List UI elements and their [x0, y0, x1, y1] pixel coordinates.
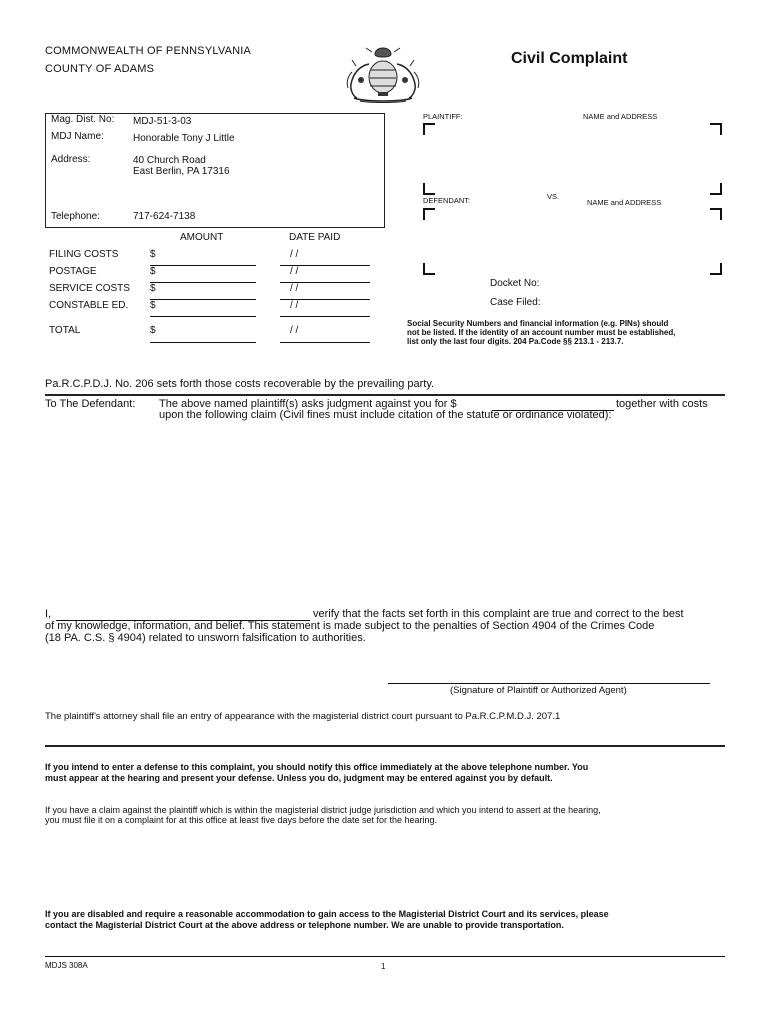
total-amount-line: [150, 342, 256, 343]
cost-amount-line: [150, 316, 256, 317]
cost-row-label: CONSTABLE ED.: [49, 300, 129, 311]
section-divider: [45, 394, 725, 396]
defendant-box-corner-bl: [423, 263, 435, 275]
mag-dist-value: MDJ-51-3-03: [133, 116, 192, 127]
plaintiff-box-corner-tl: [423, 123, 435, 135]
verify-text-line-1: verify that the facts set forth in this complaint are true and correct to the best: [313, 608, 684, 620]
cost-row-label: POSTAGE: [49, 266, 97, 277]
counterclaim-note-line-1: If you have a claim against the plaintiff which is within the magisterial district judge jurisdiction and which you intend to assert at the hearing,: [45, 805, 601, 815]
address-label: Address:: [51, 154, 91, 165]
cost-amount-line: [150, 282, 256, 283]
cost-row-label: FILING COSTS: [49, 249, 119, 260]
to-defendant-label: To The Defendant:: [45, 398, 136, 410]
counterclaim-note-line-2: you must file it on a complaint for at this office at least five days before the date set for the hearing.: [45, 815, 438, 825]
cost-row-currency: $: [150, 249, 156, 260]
cost-row-currency: $: [150, 300, 156, 311]
amount-header: AMOUNT: [180, 232, 224, 243]
disability-notice-line-2: contact the Magisterial District Court at the above address or telephone number. We are unable to provide transportation.: [45, 920, 564, 930]
cost-date-line: [280, 316, 370, 317]
defendant-box-corner-tr: [710, 208, 722, 220]
plaintiff-label: PLAINTIFF:: [423, 112, 463, 121]
header-line-1: COMMONWEALTH OF PENNSYLVANIA: [45, 45, 252, 57]
mdj-name-label: MDJ Name:: [51, 131, 104, 142]
total-currency: $: [150, 325, 156, 336]
section-divider: [45, 745, 725, 747]
cost-row-date: / /: [290, 266, 299, 277]
ssn-notice-line-2: not be listed. If the identity of an account number must be established,: [407, 328, 676, 337]
plaintiff-box-corner-tr: [710, 123, 722, 135]
date-paid-header: DATE PAID: [289, 232, 341, 243]
defendant-box-corner-br: [710, 263, 722, 275]
cost-row-date: / /: [290, 249, 299, 260]
docket-no-label: Docket No:: [490, 278, 540, 289]
verify-text-line-2: of my knowledge, information, and belief. This statement is made subject to the penalties of Section 4904 of the Crimes Code: [45, 620, 655, 632]
ssn-notice-line-3: list only the last four digits. 204 Pa.Code §§ 213.1 - 213.7.: [407, 337, 624, 346]
total-label: TOTAL: [49, 325, 81, 336]
telephone-label: Telephone:: [51, 211, 100, 222]
footer-rule: [45, 956, 725, 957]
disability-notice-line-1: If you are disabled and require a reasonable accommodation to gain access to the Magisterial District Court and its services, please: [45, 909, 609, 919]
costs-rule-text: Pa.R.C.P.D.J. No. 206 sets forth those costs recoverable by the prevailing party.: [45, 378, 435, 390]
total-date: / /: [290, 325, 299, 336]
cost-row-date: / /: [290, 300, 299, 311]
signature-label: (Signature of Plaintiff or Authorized Agent): [450, 685, 627, 696]
verify-i: I,: [45, 608, 52, 620]
cost-amount-line: [150, 265, 256, 266]
form-id: MDJS 308A: [45, 961, 88, 970]
claim-text-part-1: The above named plaintiff(s) asks judgment against you for $: [159, 398, 457, 410]
cost-row-label: SERVICE COSTS: [49, 283, 130, 294]
mdj-name-value: Honorable Tony J Little: [133, 133, 235, 144]
defendant-name-address-label: NAME and ADDRESS: [587, 198, 662, 207]
mag-dist-label: Mag. Dist. No:: [51, 114, 115, 125]
address-line-2: East Berlin, PA 17316: [133, 166, 230, 177]
cost-row-date: / /: [290, 283, 299, 294]
versus-label: VS.: [547, 192, 560, 201]
cost-amount-line: [150, 299, 256, 300]
ssn-notice-line-1: Social Security Numbers and financial information (e.g. PINs) should: [407, 319, 669, 328]
cost-row-currency: $: [150, 266, 156, 277]
defendant-label: DEFENDANT:: [423, 196, 471, 205]
claim-text-line-2: upon the following claim (Civil fines must include citation of the statute or ordinance violated):: [159, 409, 612, 421]
claim-text-part-2: together with costs: [616, 398, 708, 410]
telephone-value: 717-624-7138: [133, 211, 196, 222]
page-title: Civil Complaint: [511, 50, 628, 67]
defense-notice-line-2: must appear at the hearing and present your defense. Unless you do, judgment may be entered against you by default.: [45, 773, 553, 783]
cost-row-currency: $: [150, 283, 156, 294]
page-number: 1: [381, 962, 386, 971]
defense-notice-line-1: If you intend to enter a defense to this complaint, you should notify this office immediately at the above telephone number. You: [45, 762, 589, 772]
plaintiff-box-corner-br: [710, 183, 722, 195]
plaintiff-name-address-label: NAME and ADDRESS: [583, 112, 658, 121]
total-date-line: [280, 342, 370, 343]
case-filed-label: Case Filed:: [490, 297, 541, 308]
plaintiff-box-corner-bl: [423, 183, 435, 195]
address-line-1: 40 Church Road: [133, 155, 206, 166]
signature-line[interactable]: [388, 683, 710, 684]
header-line-2: COUNTY OF ADAMS: [45, 63, 155, 75]
attorney-note: The plaintiff's attorney shall file an entry of appearance with the magisterial district court pursuant to Pa.R.C.P.M.D.J. 207.1: [45, 711, 561, 722]
verify-text-line-3: (18 PA. C.S. § 4904) related to unsworn falsification to authorities.: [45, 632, 366, 644]
state-seal-icon: [342, 44, 424, 106]
defendant-box-corner-tl: [423, 208, 435, 220]
